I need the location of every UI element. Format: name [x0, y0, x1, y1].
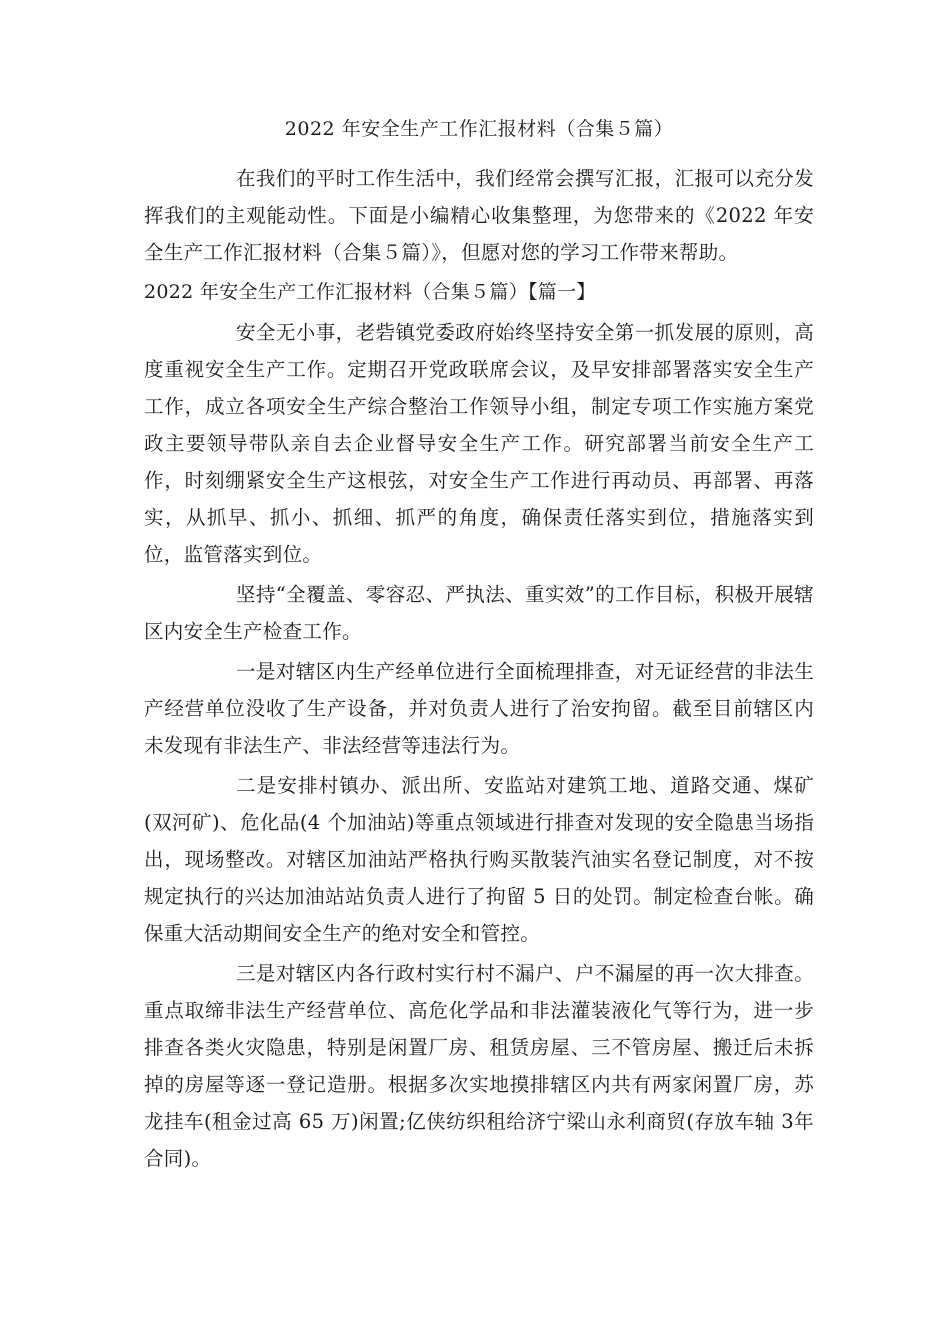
body-paragraph-item-two: 二是安排村镇办、派出所、安监站对建筑工地、道路交通、煤矿(双河矿)、危化品(4 个加油站)等重点领域进行排查对发现的安全隐患当场指出，现场整改。对辖区加油站严格执行购买散装汽油实名登记制度，对不按规定执行的兴达加油站站负责人进行了拘留 5 日的处罚。制定检查台帐。确保重大活动期间安全生产的绝对安全和管控。 [144, 774, 814, 945]
body-paragraph-item-three: 三是对辖区内各行政村实行村不漏户、户不漏屋的再一次大排查。重点取缔非法生产经营单位、高危化学品和非法灌装液化气等行为，进一步排查各类火灾隐患，特别是闲置厂房、租赁房屋、三不管房屋、搬迁后未拆掉的房屋等逐一登记造册。根据多次实地摸排辖区内共有两家闲置厂房，苏龙挂车(租金过高 65 万)闲置;亿侠纺织租给济宁梁山永利商贸(存放车轴 3年合同)。 [144, 962, 814, 1170]
document-title: 2022 年安全生产工作汇报材料（合集５篇） [284, 118, 674, 140]
body-paragraph-item-one: 一是对辖区内生产经单位进行全面梳理排查，对无证经营的非法生产经营单位没收了生产设备，并对负责人进行了治安拘留。截至目前辖区内未发现有非法生产、非法经营等违法行为。 [144, 660, 814, 757]
body-paragraph-overview: 安全无小事，老砦镇党委政府始终坚持安全第一抓发展的原则，高度重视安全生产工作。定期召开党政联席会议，及早安排部署落实安全生产工作，成立各项安全生产综合整治工作领导小组，制定专项工作实施方案党政主要领导带队亲自去企业督导安全生产工作。研究部署当前安全生产工作，时刻绷紧安全生产这根弦，对安全生产工作进行再动员、再部署、再落实，从抓早、抓小、抓细、抓严的角度，确保责任落实到位，措施落实到位，监管落实到位。 [144, 321, 814, 566]
intro-paragraph: 在我们的平时工作生活中，我们经常会撰写汇报，汇报可以充分发挥我们的主观能动性。下面是小编精心收集整理，为您带来的《2022 年安全生产工作汇报材料（合集５篇）》，但愿对您的学习工作带来帮助。 [144, 167, 814, 264]
body-paragraph-goals: 坚持“全覆盖、零容忍、严执法、重实效”的工作目标，积极开展辖区内安全生产检查工作。 [144, 583, 814, 643]
document-page [144, 110, 814, 1180]
section-heading: 2022 年安全生产工作汇报材料（合集５篇）【篇一】 [144, 281, 596, 303]
